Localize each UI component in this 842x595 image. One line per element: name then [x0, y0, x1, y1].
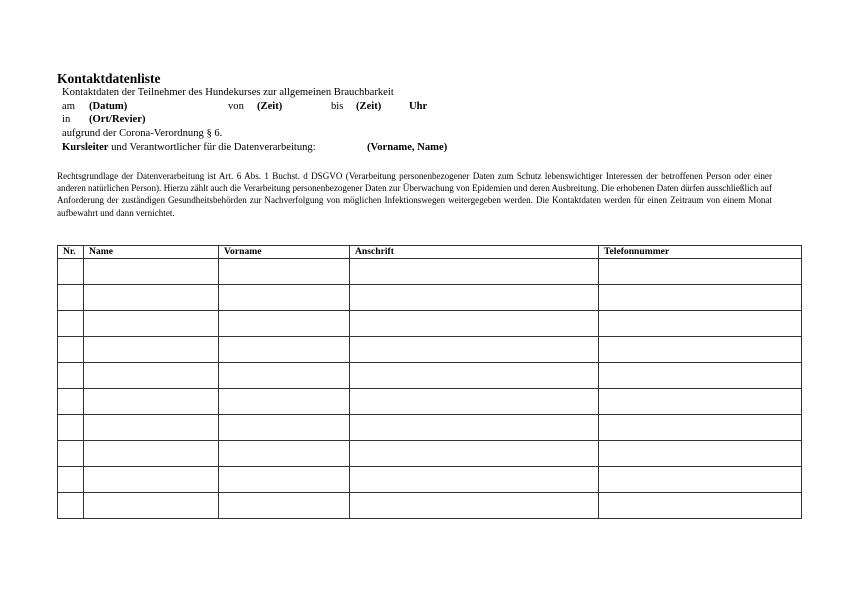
cell-name[interactable]	[84, 441, 219, 467]
cell-vorname[interactable]	[219, 467, 350, 493]
cell-anschrift[interactable]	[350, 259, 599, 285]
table-row	[58, 467, 802, 493]
cell-nr[interactable]	[58, 363, 84, 389]
cell-name[interactable]	[84, 389, 219, 415]
cell-telefonnummer[interactable]	[599, 493, 802, 519]
cell-name[interactable]	[84, 311, 219, 337]
table-row	[58, 389, 802, 415]
leader-label: Kursleiter	[62, 142, 109, 153]
cell-nr[interactable]	[58, 259, 84, 285]
cell-telefonnummer[interactable]	[599, 363, 802, 389]
cell-telefonnummer[interactable]	[599, 441, 802, 467]
cell-telefonnummer[interactable]	[599, 285, 802, 311]
contact-table	[57, 245, 802, 519]
cell-name[interactable]	[84, 337, 219, 363]
cell-vorname[interactable]	[219, 337, 350, 363]
cell-nr[interactable]	[58, 415, 84, 441]
subtitle: Kontaktdaten der Teilnehmer des Hundekurses zur allgemeinen Brauchbarkeit	[62, 87, 394, 98]
cell-name[interactable]	[84, 285, 219, 311]
cell-nr[interactable]	[58, 467, 84, 493]
basis-line: aufgrund der Corona-Verordnung § 6.	[62, 128, 223, 139]
cell-telefonnummer[interactable]	[599, 467, 802, 493]
document-title: Kontaktdatenliste	[57, 71, 161, 86]
uhr-label: Uhr	[409, 101, 428, 112]
cell-anschrift[interactable]	[350, 337, 599, 363]
cell-nr[interactable]	[58, 311, 84, 337]
cell-anschrift[interactable]	[350, 311, 599, 337]
cell-anschrift[interactable]	[350, 493, 599, 519]
table-row	[58, 337, 802, 363]
cell-anschrift[interactable]	[350, 285, 599, 311]
cell-nr[interactable]	[58, 337, 84, 363]
column-header-vorname: Vorname	[219, 246, 350, 259]
time-to-field[interactable]: (Zeit)	[356, 101, 382, 112]
cell-vorname[interactable]	[219, 389, 350, 415]
cell-anschrift[interactable]	[350, 389, 599, 415]
time-from-field[interactable]: (Zeit)	[257, 101, 283, 112]
column-header-anschrift: Anschrift	[350, 246, 599, 259]
bis-label: bis	[331, 101, 344, 112]
place-field[interactable]: (Ort/Revier)	[89, 114, 146, 125]
cell-anschrift[interactable]	[350, 467, 599, 493]
cell-vorname[interactable]	[219, 285, 350, 311]
cell-telefonnummer[interactable]	[599, 389, 802, 415]
cell-anschrift[interactable]	[350, 415, 599, 441]
table-row	[58, 415, 802, 441]
cell-vorname[interactable]	[219, 415, 350, 441]
cell-nr[interactable]	[58, 389, 84, 415]
leader-label-rest: und Verantwortlicher für die Datenverarbeitung:	[108, 142, 316, 153]
in-label: in	[62, 114, 71, 125]
cell-telefonnummer[interactable]	[599, 415, 802, 441]
von-label: von	[228, 101, 244, 112]
cell-anschrift[interactable]	[350, 363, 599, 389]
table-row	[58, 259, 802, 285]
table-row	[58, 493, 802, 519]
column-header-telefonnummer: Telefonnummer	[599, 246, 802, 259]
cell-vorname[interactable]	[219, 363, 350, 389]
cell-name[interactable]	[84, 467, 219, 493]
cell-name[interactable]	[84, 259, 219, 285]
cell-telefonnummer[interactable]	[599, 311, 802, 337]
column-header-nr: Nr.	[58, 246, 84, 259]
table-row	[58, 363, 802, 389]
cell-nr[interactable]	[58, 285, 84, 311]
cell-vorname[interactable]	[219, 493, 350, 519]
leader-name-field[interactable]: (Vorname, Name)	[367, 142, 448, 153]
cell-telefonnummer[interactable]	[599, 259, 802, 285]
column-header-name: Name	[84, 246, 219, 259]
table-row	[58, 441, 802, 467]
cell-nr[interactable]	[58, 441, 84, 467]
cell-vorname[interactable]	[219, 259, 350, 285]
cell-name[interactable]	[84, 363, 219, 389]
date-field[interactable]: (Datum)	[89, 101, 128, 112]
cell-name[interactable]	[84, 493, 219, 519]
cell-name[interactable]	[84, 415, 219, 441]
cell-nr[interactable]	[58, 493, 84, 519]
table-row	[58, 285, 802, 311]
table-row	[58, 311, 802, 337]
cell-vorname[interactable]	[219, 441, 350, 467]
table-header-row	[58, 246, 802, 259]
legal-paragraph: Rechtsgrundlage der Datenverarbeitung ist Art. 6 Abs. 1 Buchst. d DSGVO (Verarbeitung personenbezogener Daten zum Schutz lebenswichtiger Interessen der betroffenen Person oder einer anderen natürlichen Person). Hierzu zählt auch die Verarbeitung personenbezogener Daten zur Überwachung von Epidemien und deren Ausbreitung. Die erhobenen Daten dürfen ausschließlich auf Anforderung der zuständigen Gesundheitsbehörden zur Nachverfolgung von möglichen Infektionswegen weitergegeben werden. Die Kontaktdaten werden für einen Zeitraum von einem Monat aufbewahrt und dann vernichtet.	[57, 171, 772, 218]
cell-telefonnummer[interactable]	[599, 337, 802, 363]
cell-anschrift[interactable]	[350, 441, 599, 467]
cell-vorname[interactable]	[219, 311, 350, 337]
am-label: am	[62, 101, 75, 112]
